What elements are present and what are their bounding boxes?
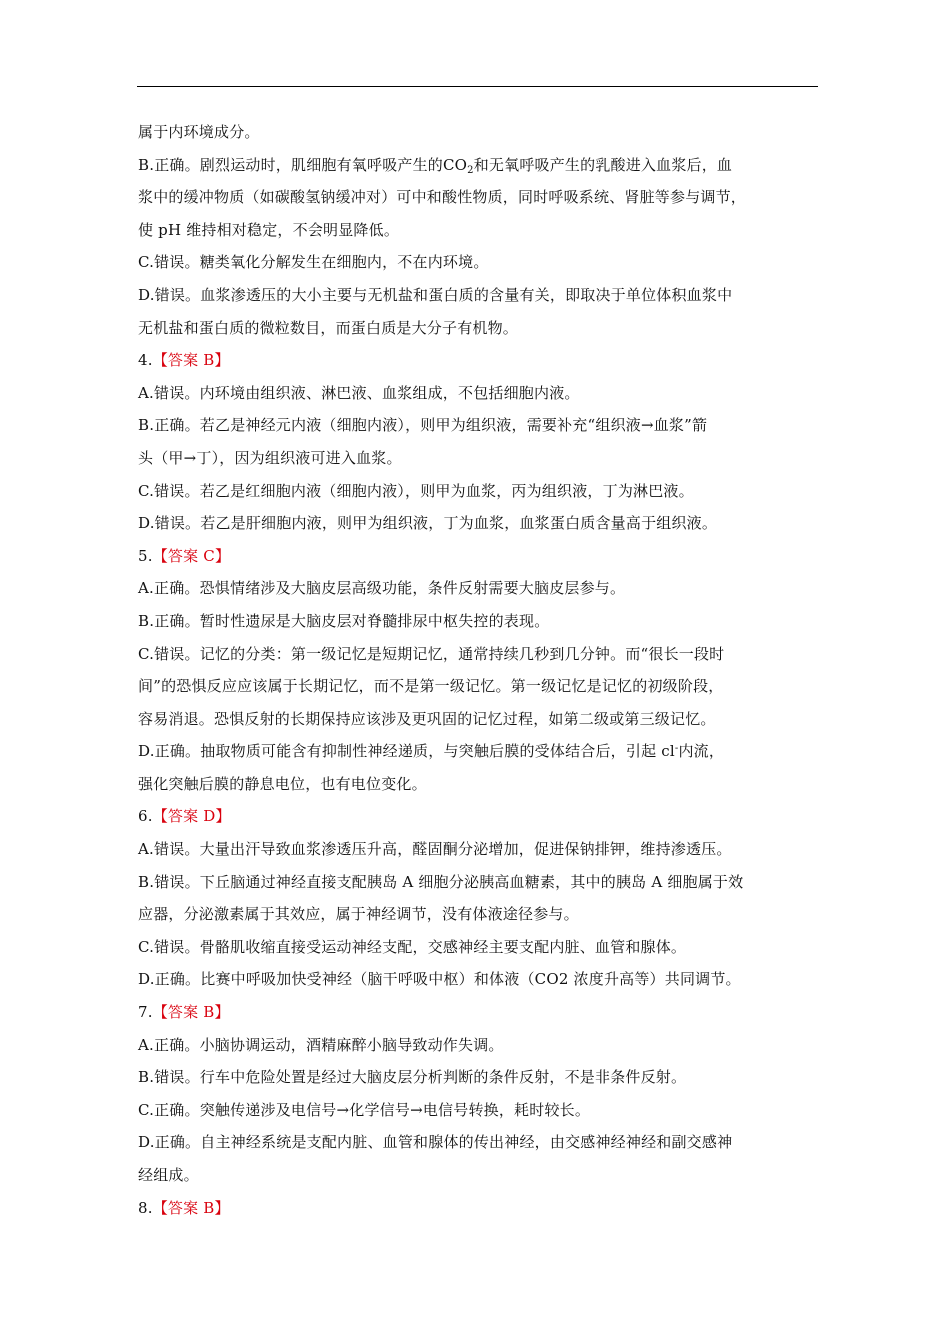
answer-label: 【答案 B】 <box>152 1198 230 1217</box>
explanation-line: A.错误。内环境由组织液、淋巴液、血浆组成，不包括细胞内液。 <box>138 383 580 402</box>
header-rule <box>137 86 818 87</box>
explanation-line: 使 pH 维持相对稳定，不会明显降低。 <box>138 220 400 239</box>
explanation-line: D.正确。自主神经系统是支配内脏、血管和腺体的传出神经，由交感神经神经和副交感神 <box>138 1133 733 1152</box>
subscript: 2 <box>467 164 474 176</box>
text-segment: B.正确。剧烈运动时，肌细胞有氧呼吸产生的CO <box>138 155 468 174</box>
question-number: 5. <box>138 546 153 565</box>
text-segment: D.正确。抽取物质可能含有抑制性神经递质，与突触后膜的受体结合后，引起 cl <box>138 742 675 761</box>
explanation-line <box>138 735 818 768</box>
explanation-line: C.错误。骨骼肌收缩直接受运动神经支配，交感神经主要支配内脏、血管和腺体。 <box>138 937 687 956</box>
answer-heading <box>138 1192 818 1225</box>
explanation-line: C.正确。突触传递涉及电信号→化学信号→电信号转换，耗时较长。 <box>138 1100 591 1119</box>
question-number: 6. <box>138 807 153 826</box>
answer-label: 【答案 B】 <box>152 1003 230 1022</box>
explanation-line: 强化突触后膜的静息电位，也有电位变化。 <box>138 774 427 793</box>
answer-heading <box>138 344 818 377</box>
superscript: - <box>674 743 679 755</box>
explanation-line: 浆中的缓冲物质（如碳酸氢钠缓冲对）可中和酸性物质，同时呼吸系统、肾脏等参与调节， <box>138 188 747 207</box>
explanation-line: C.错误。糖类氧化分解发生在细胞内，不在内环境。 <box>138 253 489 272</box>
explanation-line: 属于内环境成分。 <box>138 123 260 141</box>
explanation-line: C.错误。若乙是红细胞内液（细胞内液），则甲为血浆，丙为组织液，丁为淋巴液。 <box>138 481 694 500</box>
question-number: 4. <box>138 351 153 370</box>
explanation-line: B.错误。下丘脑通过神经直接支配胰岛 A 细胞分泌胰高血糖素，其中的胰岛 A 细胞属于效 <box>138 872 744 891</box>
explanation-line: D.正确。比赛中呼吸加快受神经（脑干呼吸中枢）和体液（CO2 浓度升高等）共同调节。 <box>138 970 741 989</box>
explanation-line: A.正确。恐惧情绪涉及大脑皮层高级功能，条件反射需要大脑皮层参与。 <box>138 579 626 598</box>
document-body <box>138 116 818 1224</box>
explanation-line: B.正确。若乙是神经元内液（细胞内液），则甲为组织液，需要补充“组织液→血浆”箭 <box>138 416 708 435</box>
answer-label: 【答案 C】 <box>152 546 231 565</box>
explanation-line: C.错误。记忆的分类：第一级记忆是短期记忆，通常持续几秒到几分钟。而“很长一段时 <box>138 644 725 663</box>
answer-label: 【答案 D】 <box>152 807 231 826</box>
text-segment: 和无氧呼吸产生的乳酸进入血浆后，血 <box>473 155 733 174</box>
question-number: 8. <box>138 1198 153 1217</box>
explanation-line: B.错误。行车中危险处置是经过大脑皮层分析判断的条件反射，不是非条件反射。 <box>138 1068 687 1087</box>
explanation-line: 应器，分泌激素属于其效应，属于神经调节，没有体液途径参与。 <box>138 905 579 924</box>
explanation-line: 无机盐和蛋白质的微粒数目，而蛋白质是大分子有机物。 <box>138 318 519 337</box>
explanation-line: B.正确。暂时性遗尿是大脑皮层对脊髓排尿中枢失控的表现。 <box>138 611 550 630</box>
answer-heading <box>138 540 818 573</box>
answer-heading <box>138 996 818 1029</box>
explanation-line: 经组成。 <box>138 1166 199 1184</box>
explanation-line: 间”的恐惧反应应该属于长期记忆，而不是第一级记忆。第一级记忆是记忆的初级阶段， <box>138 677 724 696</box>
explanation-line <box>138 149 818 182</box>
explanation-line: A.错误。大量出汗导致血浆渗透压升高，醛固酮分泌增加，促进保钠排钾，维持渗透压。 <box>138 840 732 859</box>
explanation-line: D.错误。若乙是肝细胞内液，则甲为组织液，丁为血浆，血浆蛋白质含量高于组织液。 <box>138 514 718 533</box>
text-segment: 内流， <box>678 742 725 761</box>
explanation-line: 容易消退。恐惧反射的长期保持应该涉及更巩固的记忆过程，如第二级或第三级记忆。 <box>138 709 716 728</box>
answer-label: 【答案 B】 <box>152 351 230 370</box>
explanation-line: 头（甲→丁），因为组织液可进入血浆。 <box>138 448 402 467</box>
answer-heading <box>138 800 818 833</box>
question-number: 7. <box>138 1003 153 1022</box>
explanation-line: D.错误。血浆渗透压的大小主要与无机盐和蛋白质的含量有关，即取决于单位体积血浆中 <box>138 285 733 304</box>
explanation-line: A.正确。小脑协调运动，酒精麻醉小脑导致动作失调。 <box>138 1035 504 1054</box>
